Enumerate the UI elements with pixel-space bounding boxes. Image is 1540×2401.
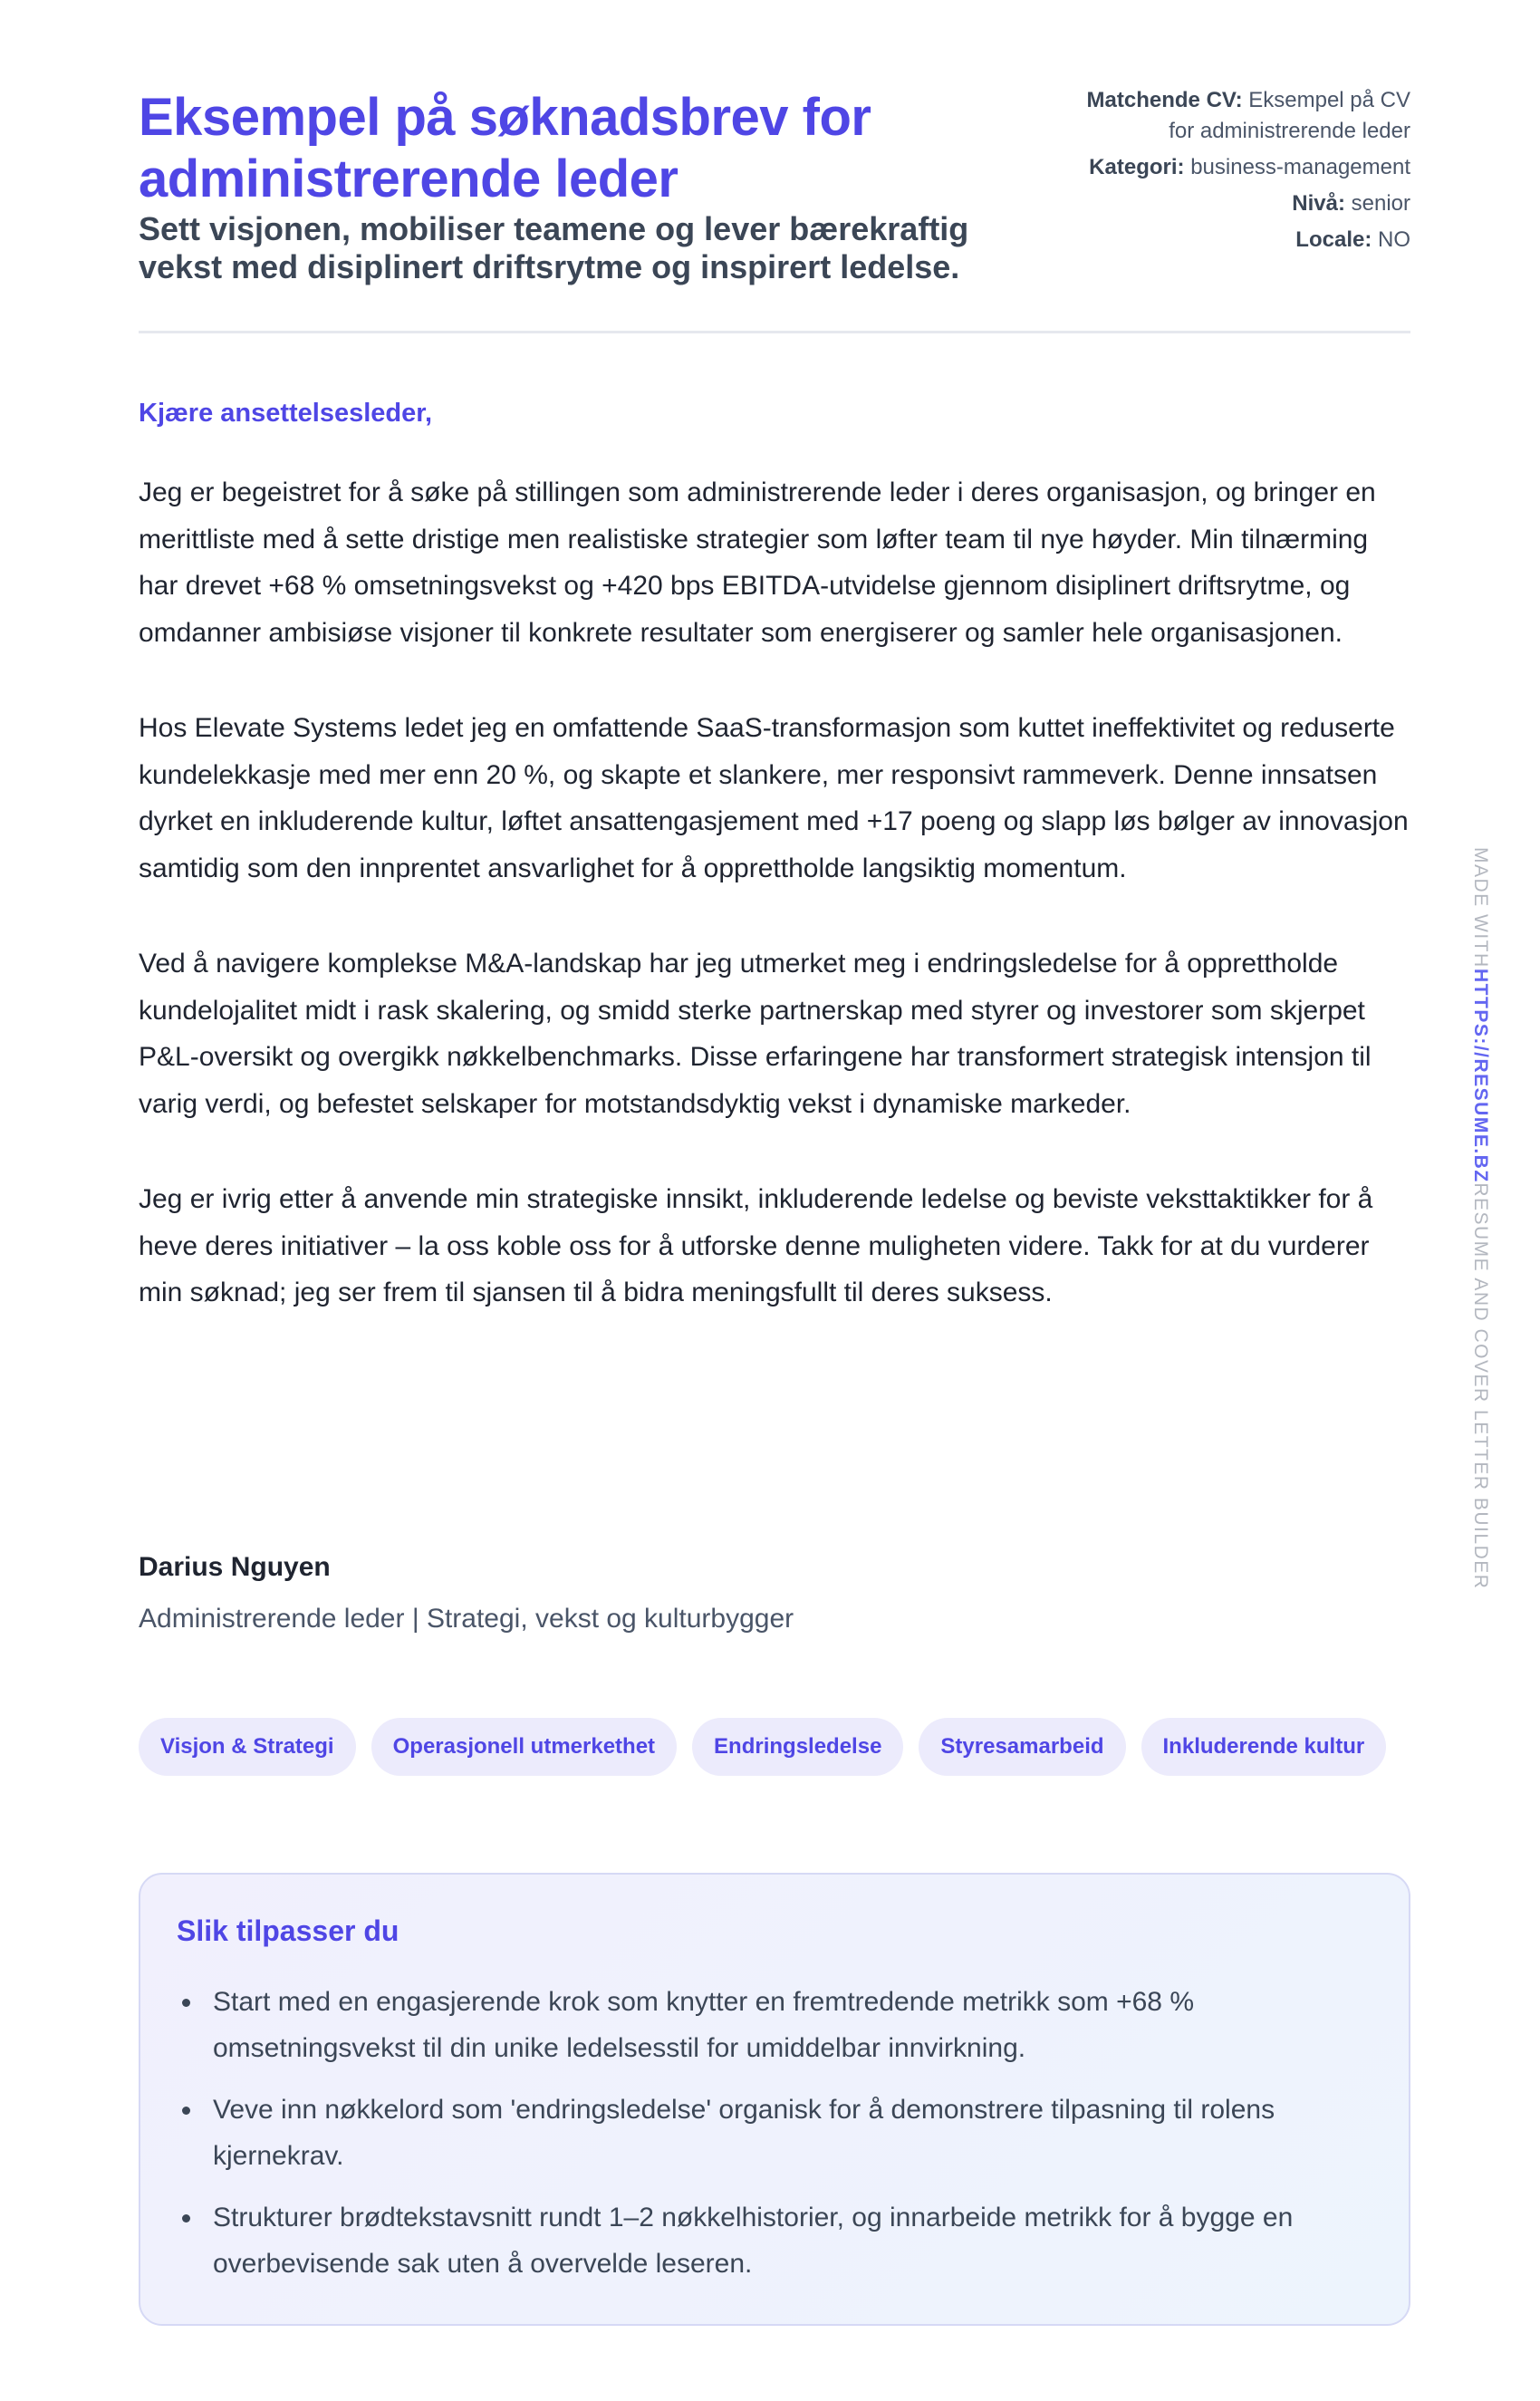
tip-item: Start med en engasjerende krok som knytter en fremtredende metrikk som +68 % omsetningsvekst til din unike ledelsesstil for umiddelbar innvirkning. <box>177 1979 1372 2071</box>
tips-list <box>177 1979 1372 2287</box>
tip-item: Veve inn nøkkelord som 'endringsledelse' organisk for å demonstrere tilpasning til rolens kjernekrav. <box>177 2087 1372 2179</box>
tips-heading: Slik tilpasser du <box>177 1914 399 1947</box>
meta-label: Locale: <box>1295 227 1372 252</box>
tag: Operasjonell utmerkethet <box>371 1718 677 1776</box>
watermark-link[interactable]: HTTPS://RESUME.BZ <box>1470 968 1491 1183</box>
tag-list <box>139 1718 1386 1776</box>
page-subtitle: Sett visjonen, mobiliser teamene og lever bærekraftig vekst med disiplinert driftsrytme og inspirert ledelse. <box>139 210 969 285</box>
watermark <box>1469 847 1491 1589</box>
meta-label: Kategori: <box>1089 155 1185 179</box>
cover-letter-page <box>139 0 1410 2279</box>
tag: Inkluderende kultur <box>1141 1718 1387 1776</box>
meta-label: Nivå: <box>1292 191 1345 216</box>
meta-info <box>1066 85 1410 261</box>
meta-level <box>1066 188 1410 219</box>
signature-name: Darius Nguyen <box>139 1552 331 1582</box>
header <box>139 0 1410 333</box>
meta-locale <box>1066 225 1410 256</box>
paragraph: Jeg er ivrig etter å anvende min strategiske innsikt, inkluderende ledelse og beviste veksttaktikker for å heve deres initiativer – la oss koble oss for å utforske denne muligheten videre. Takk for at du vurderer min søknad; jeg ser frem til sjansen til å bidra meningsfullt til deres suksess. <box>139 1184 1373 1307</box>
meta-value: business-management <box>1190 155 1410 179</box>
paragraph: Hos Elevate Systems ledet jeg en omfattende SaaS-transformasjon som kuttet ineffektivitet og reduserte kundelekkasje med mer enn 20 %, og skapte et slankere, mer responsivt rammeverk. Denne innsatsen dyrket en inkluderende kultur, løftet ansattengasjement med +17 poeng og slapp løs bølger av innovasjon samtidig som den innprentet ansvarlighet for å opprettholde langsiktig momentum. <box>139 713 1409 883</box>
watermark-suffix: RESUME AND COVER LETTER BUILDER <box>1470 1182 1491 1590</box>
paragraph: Ved å navigere komplekse M&A-landskap har jeg utmerket meg i endringsledelse for å opprettholde kundelojalitet midt i rask skalering, og smidd sterke partnerskap med styrer og investorer som skjerpet P&L-oversikt og overgikk nøkkelbenchmarks. Disse erfaringene har transformert strategisk intensjon til varig verdi, og befestet selskaper for motstandsdyktig vekst i dynamiske markeder. <box>139 949 1372 1119</box>
page-title: Eksempel på søknadsbrev for administrerende leder <box>139 88 871 208</box>
meta-matching-cv <box>1066 85 1410 147</box>
signature-title: Administrerende leder | Strategi, vekst og kulturbygger <box>139 1604 794 1634</box>
meta-label: Matchende CV: <box>1086 88 1243 112</box>
paragraph: Jeg er begeistret for å søke på stillingen som administrerende leder i deres organisasjon, og bringer en merittliste med å sette dristige men realistiske strategier som løfter team til nye høyder. Min tilnærming har drevet +68 % omsetningsvekst og +420 bps EBITDA-utvidelse gjennom disiplinert driftsrytme, og omdanner ambisiøse visjoner til konkrete resultater som energiserer og samler hele organisasjonen. <box>139 477 1376 648</box>
meta-value: senior <box>1351 191 1410 216</box>
tag: Endringsledelse <box>692 1718 903 1776</box>
tips-box <box>139 1873 1410 2326</box>
greeting: Kjære ansettelsesleder, <box>139 399 433 428</box>
letter-body <box>139 469 1410 1365</box>
tag: Visjon & Strategi <box>139 1718 356 1776</box>
meta-value: Eksempel på CV for administrerende leder <box>1169 88 1410 143</box>
tip-item: Strukturer brødtekstavsnitt rundt 1–2 nøkkelhistorier, og innarbeide metrikk for å bygge en overbevisende sak uten å overvelde leseren. <box>177 2194 1372 2287</box>
watermark-prefix: MADE WITH <box>1470 847 1491 969</box>
meta-category <box>1066 152 1410 183</box>
tag: Styresamarbeid <box>919 1718 1125 1776</box>
meta-value: NO <box>1378 227 1410 252</box>
